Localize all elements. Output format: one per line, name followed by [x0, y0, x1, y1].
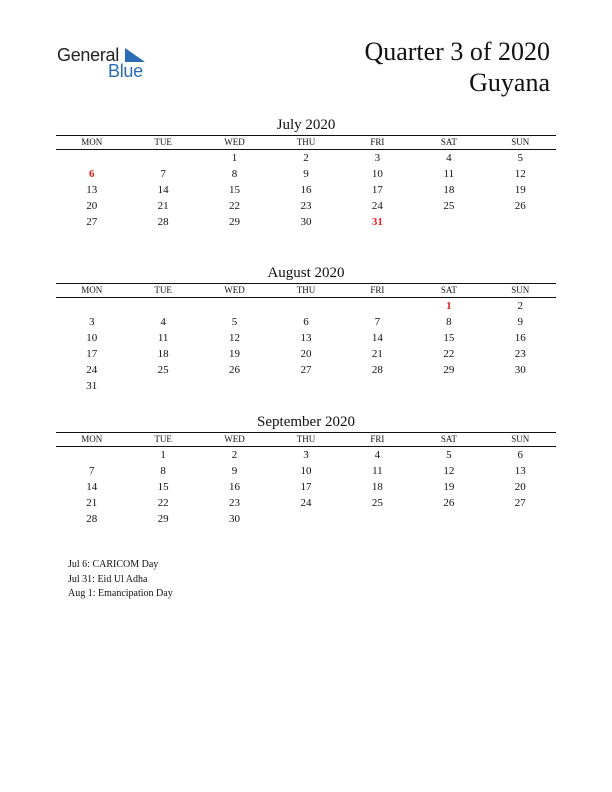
day-cell: 31 — [86, 380, 98, 392]
month-calendar-july — [56, 116, 556, 230]
day-cell: 13 — [300, 332, 312, 344]
month-title: August 2020 — [267, 265, 345, 281]
day-cell — [485, 378, 556, 394]
weekday-label: MON — [81, 434, 103, 444]
weekday-label: THU — [296, 285, 316, 295]
day-cell: 5 — [231, 316, 238, 328]
day-cell — [56, 447, 127, 463]
day-cell: 20 — [300, 348, 312, 360]
day-cell — [413, 214, 484, 230]
day-cell: 30 — [300, 216, 312, 228]
day-cell: 6 — [517, 449, 523, 461]
day-cell: 22 — [443, 348, 455, 360]
day-cell: 20 — [86, 200, 98, 212]
day-cell: 4 — [446, 152, 452, 164]
day-cell: 25 — [157, 364, 169, 376]
holiday-day-cell: 1 — [446, 300, 452, 312]
weekday-header-row — [56, 284, 556, 298]
weekday-label: MON — [81, 137, 103, 147]
day-cell: 16 — [514, 332, 526, 344]
week-row — [56, 166, 556, 182]
day-cell: 10 — [371, 168, 383, 180]
day-cell: 8 — [231, 168, 238, 180]
week-row — [56, 479, 556, 495]
day-cell: 3 — [303, 449, 309, 461]
day-cell: 29 — [157, 513, 169, 525]
weekday-label: FRI — [370, 285, 385, 295]
generalblue-logo — [57, 42, 157, 82]
day-cell — [56, 150, 127, 166]
weekday-label: SUN — [511, 434, 530, 444]
day-cell: 9 — [231, 465, 238, 477]
day-cell: 15 — [157, 481, 169, 493]
day-cell: 24 — [371, 200, 383, 212]
day-cell: 23 — [300, 200, 312, 212]
day-cell: 27 — [514, 497, 526, 509]
day-cell: 5 — [446, 449, 452, 461]
calendar-grid — [56, 283, 556, 394]
logo-triangle-icon — [125, 46, 147, 62]
day-cell: 6 — [303, 316, 309, 328]
day-cell: 23 — [514, 348, 526, 360]
weekday-label: THU — [296, 137, 316, 147]
weekday-label: FRI — [370, 137, 385, 147]
week-row — [56, 511, 556, 527]
weekday-label: FRI — [370, 434, 385, 444]
day-cell: 4 — [374, 449, 381, 461]
day-cell: 25 — [371, 497, 383, 509]
weekday-header-row — [56, 433, 556, 447]
day-cell: 5 — [517, 152, 523, 164]
day-cell: 29 — [229, 216, 241, 228]
month-calendar-september — [56, 413, 556, 527]
country-title: Guyana — [469, 68, 550, 97]
day-cell — [127, 298, 198, 314]
day-cell: 26 — [443, 497, 455, 509]
day-cell: 1 — [231, 152, 238, 164]
day-cell: 26 — [514, 200, 526, 212]
day-cell: 25 — [443, 200, 455, 212]
day-cell: 30 — [514, 364, 526, 376]
weekday-label: WED — [224, 434, 245, 444]
day-cell: 1 — [160, 449, 166, 461]
day-cell: 21 — [371, 348, 383, 360]
weekday-label: SAT — [440, 434, 457, 444]
day-cell: 11 — [372, 465, 383, 477]
day-cell: 14 — [86, 481, 98, 493]
day-cell: 20 — [514, 481, 526, 493]
day-cell — [56, 298, 127, 314]
day-cell: 12 — [514, 168, 526, 180]
day-cell — [199, 298, 270, 314]
day-cell: 12 — [443, 465, 455, 477]
weekday-label: THU — [296, 434, 316, 444]
week-row — [56, 214, 556, 230]
day-cell: 7 — [160, 168, 166, 180]
week-row — [56, 330, 556, 346]
weekday-label: WED — [224, 137, 245, 147]
day-cell: 4 — [160, 316, 166, 328]
week-row — [56, 346, 556, 362]
day-cell: 28 — [371, 364, 383, 376]
day-cell: 30 — [229, 513, 241, 525]
day-cell: 3 — [88, 316, 95, 328]
week-row — [56, 314, 556, 330]
holiday-note: Jul 6: CARICOM Day — [68, 559, 159, 570]
day-cell: 21 — [157, 200, 169, 212]
day-cell: 27 — [300, 364, 312, 376]
weekday-label: TUE — [154, 285, 172, 295]
logo-word-general: General — [57, 45, 119, 65]
day-cell: 12 — [229, 332, 241, 344]
day-cell: 24 — [86, 364, 98, 376]
day-cell — [342, 511, 413, 527]
day-cell: 9 — [517, 316, 523, 328]
day-cell — [127, 378, 198, 394]
day-cell: 22 — [229, 200, 241, 212]
holiday-day-cell: 31 — [371, 216, 383, 228]
day-cell: 17 — [371, 184, 383, 196]
weekday-header-row — [56, 136, 556, 150]
day-cell — [270, 298, 341, 314]
day-cell: 9 — [303, 168, 309, 180]
day-cell: 10 — [300, 465, 312, 477]
week-row — [56, 495, 556, 511]
week-row — [56, 182, 556, 198]
weekday-label: MON — [81, 285, 103, 295]
day-cell: 7 — [88, 465, 95, 477]
day-cell: 2 — [517, 300, 523, 312]
day-cell: 8 — [446, 316, 452, 328]
day-cell: 28 — [157, 216, 169, 228]
day-cell: 15 — [229, 184, 241, 196]
weekday-label: TUE — [154, 434, 172, 444]
quarter-title: Quarter 3 of 2020 — [364, 37, 550, 66]
week-row — [56, 378, 556, 394]
day-cell: 7 — [374, 316, 381, 328]
day-cell: 19 — [229, 348, 241, 360]
day-cell — [413, 378, 484, 394]
day-cell: 15 — [443, 332, 455, 344]
day-cell: 23 — [229, 497, 241, 509]
day-cell — [270, 511, 341, 527]
day-cell: 29 — [443, 364, 455, 376]
day-cell: 17 — [86, 348, 98, 360]
day-cell — [485, 214, 556, 230]
month-title: September 2020 — [257, 414, 355, 430]
week-row — [56, 447, 556, 463]
day-cell: 18 — [157, 348, 169, 360]
day-cell — [270, 378, 341, 394]
calendar-grid — [56, 432, 556, 527]
day-cell: 27 — [86, 216, 98, 228]
day-cell: 16 — [229, 481, 241, 493]
weekday-label: SUN — [511, 285, 530, 295]
day-cell: 8 — [160, 465, 166, 477]
day-cell: 14 — [157, 184, 169, 196]
day-cell: 18 — [371, 481, 383, 493]
calendar-grid — [56, 135, 556, 230]
day-cell: 11 — [157, 332, 169, 344]
day-cell: 13 — [86, 184, 98, 196]
week-row — [56, 150, 556, 166]
holiday-note: Jul 31: Eid Ul Adha — [68, 573, 148, 585]
day-cell: 28 — [86, 513, 98, 525]
day-cell — [342, 298, 413, 314]
day-cell — [199, 378, 270, 394]
day-cell: 18 — [443, 184, 455, 196]
day-cell — [485, 511, 556, 527]
holiday-day-cell: 6 — [88, 168, 95, 180]
month-calendar-august — [56, 264, 556, 394]
day-cell — [127, 150, 198, 166]
day-cell: 2 — [231, 449, 238, 461]
day-cell: 3 — [374, 152, 381, 164]
day-cell: 2 — [303, 152, 309, 164]
weekday-label: SUN — [511, 137, 530, 147]
day-cell: 10 — [86, 332, 98, 344]
month-title: July 2020 — [276, 117, 336, 133]
page-title — [364, 36, 550, 98]
day-cell: 26 — [229, 364, 241, 376]
day-cell: 11 — [443, 168, 455, 180]
day-cell: 13 — [514, 465, 526, 477]
day-cell: 21 — [86, 497, 98, 509]
day-cell: 22 — [157, 497, 169, 509]
weekday-label: WED — [224, 285, 245, 295]
day-cell: 19 — [514, 184, 526, 196]
logo-word-blue: Blue — [108, 61, 143, 81]
week-row — [56, 198, 556, 214]
week-row — [56, 298, 556, 314]
week-row — [56, 362, 556, 378]
day-cell: 14 — [371, 332, 383, 344]
day-cell: 19 — [443, 481, 455, 493]
day-cell — [413, 511, 484, 527]
holiday-note: Aug 1: Emancipation Day — [68, 588, 173, 599]
day-cell: 17 — [300, 481, 312, 493]
weekday-label: SAT — [440, 137, 457, 147]
day-cell: 24 — [300, 497, 312, 509]
day-cell: 16 — [300, 184, 312, 196]
day-cell — [342, 378, 413, 394]
weekday-label: TUE — [154, 137, 172, 147]
week-row — [56, 463, 556, 479]
holiday-notes — [68, 558, 173, 602]
weekday-label: SAT — [440, 285, 457, 295]
